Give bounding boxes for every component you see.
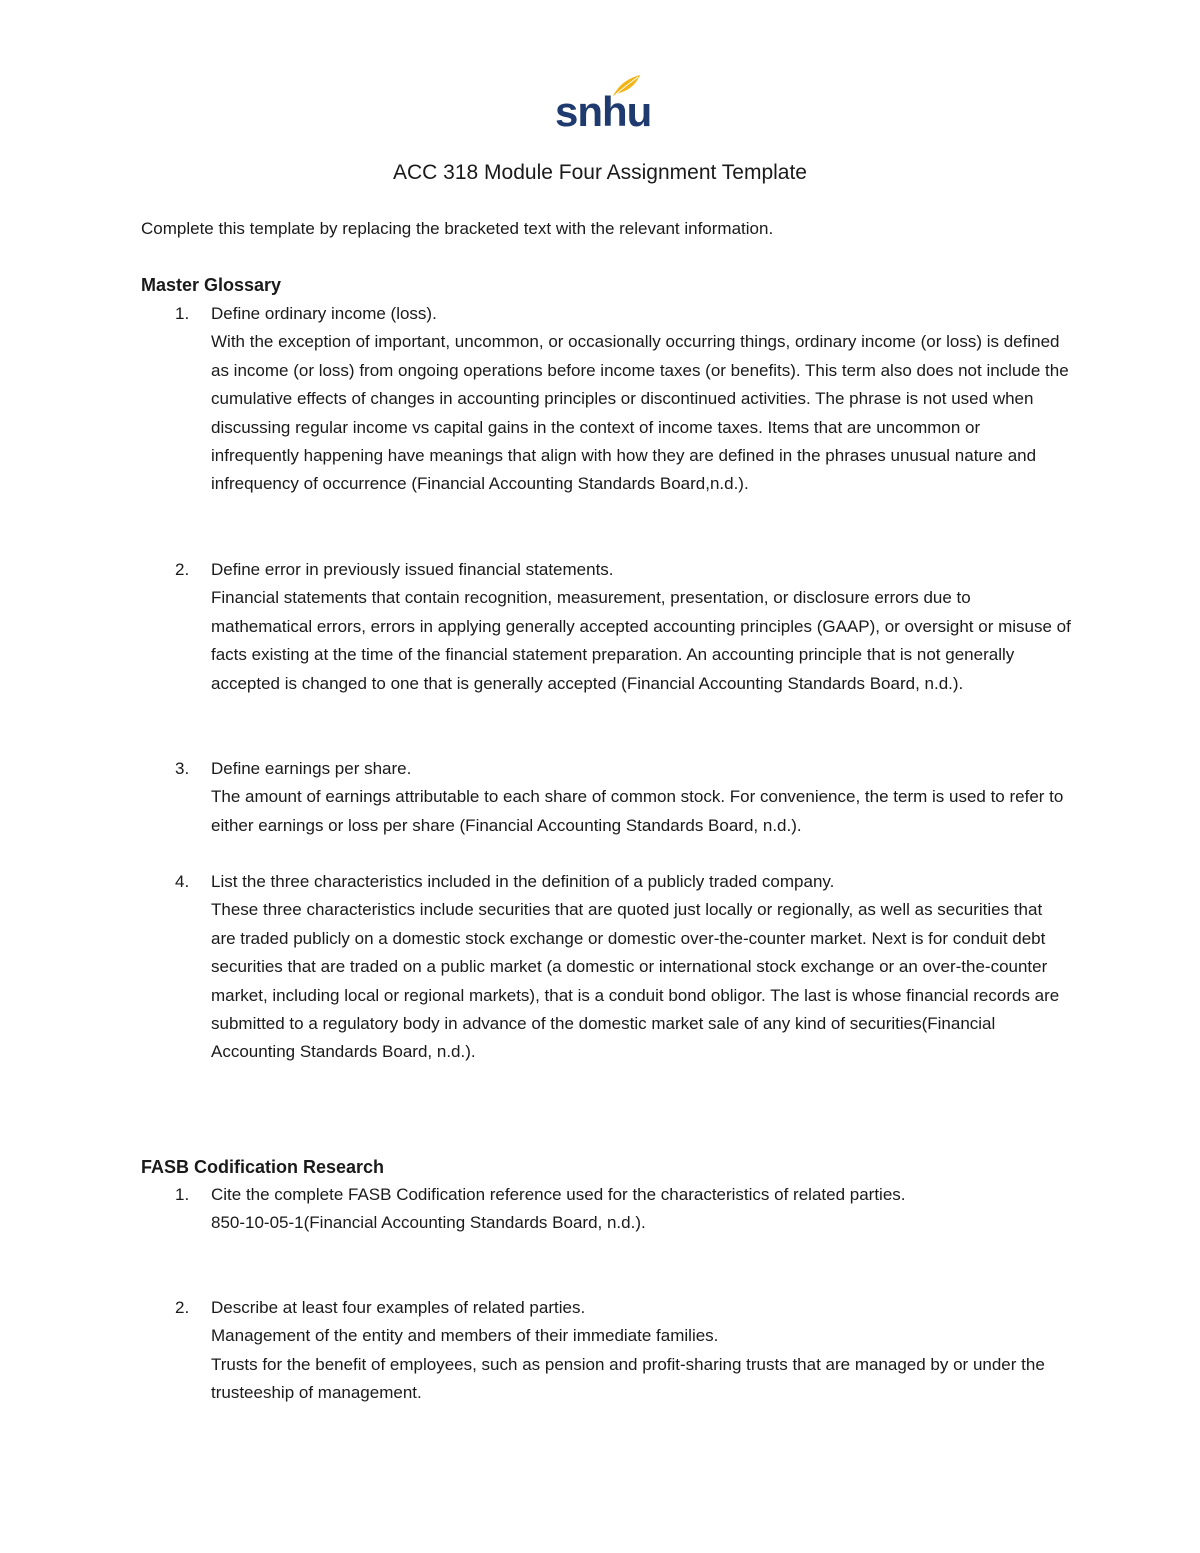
question-text: Define ordinary income (loss). [211,304,437,323]
item-number: 1. [175,304,190,323]
answer-text: 850-10-05-1(Financial Accounting Standards Board, n.d.). [211,1213,646,1233]
logo-wordmark: snhu [555,88,652,135]
glossary-item-3 [141,755,1071,840]
answer-text: Management of the entity and members of their immediate families. [211,1326,719,1346]
fasb-item-2 [141,1294,1071,1408]
glossary-item-4 [141,868,1071,1067]
item-number: 2. [175,1298,190,1317]
fasb-research-heading: FASB Codification Research [141,1157,385,1177]
item-number: 4. [175,872,190,891]
answer-text: The amount of earnings attributable to each share of common stock. For convenience, the term is used to refer to either earnings or loss per share (Financial Accounting Standards Board, n.d.). [211,787,1064,835]
intro-text: Complete this template by replacing the bracketed text with the relevant information. [141,219,774,238]
snhu-logo [553,74,652,135]
page-title: ACC 318 Module Four Assignment Template [393,161,807,184]
item-number: 3. [175,759,190,778]
question-text: Define earnings per share. [211,759,412,778]
answer-text: Financial statements that contain recognition, measurement, presentation, or disclosure errors due to mathematical errors, errors in applying generally accepted accounting principles (GAAP), or oversight or misuse of facts existing at the time of the financial statement preparation. An accounting principle that is not generally accepted is changed to one that is generally accepted (Financial Accounting Standards Board, n.d.). [211,588,1071,693]
glossary-item-2 [141,556,1071,698]
glossary-item-1 [141,300,1071,499]
question-text: Describe at least four examples of related parties. [211,1298,586,1317]
master-glossary-heading: Master Glossary [141,275,282,295]
question-text: Define error in previously issued financial statements. [211,560,614,579]
answer-text: These three characteristics include securities that are quoted just locally or regionally, as well as securities that are traded publicly on a domestic stock exchange or domestic over-the-counter market. Next is for conduit debt securities that are traded on a public market (a domestic or international stock exchange or an over-the-counter market, including local or regional markets), that is a conduit bond obligor. The last is whose financial records are submitted to a regulatory body in advance of the domestic market sale of any kind of securities(Financial Accounting Standards Board, n.d.). [211,900,1060,1062]
answer-text: With the exception of important, uncommon, or occasionally occurring things, ordinary income (or loss) is defined as income (or loss) from ongoing operations before income taxes (or benefits). This term also does not include the cumulative effects of changes in accounting principles or discontinued activities. The phrase is not used when discussing regular income vs capital gains in the context of income taxes. Items that are uncommon or infrequently happening have meanings that align with how they are defined in the phrases unusual nature and infrequency of occurrence (Financial Accounting Standards Board,n.d.). [211,332,1069,494]
question-text: List the three characteristics included in the definition of a publicly traded company. [211,872,835,891]
item-number: 1. [175,1185,190,1204]
answer-text-continued: Trusts for the benefit of employees, such as pension and profit-sharing trusts that are managed by or under the trusteeship of management. [211,1354,1045,1403]
fasb-item-1 [141,1181,1071,1238]
question-text: Cite the complete FASB Codification reference used for the characteristics of related parties. [211,1185,906,1204]
item-number: 2. [175,560,190,579]
